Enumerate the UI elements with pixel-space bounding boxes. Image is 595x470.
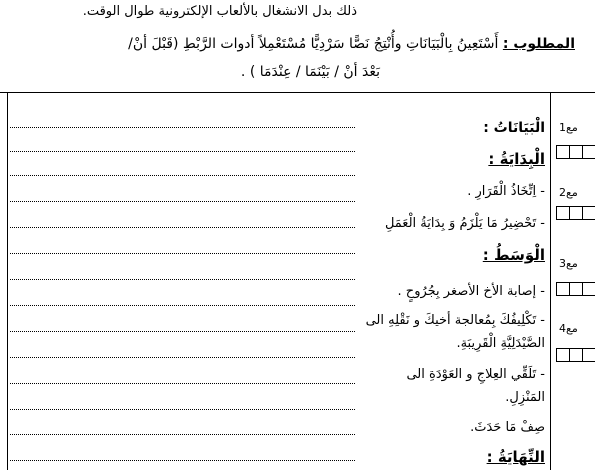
beginning-item: - اِتِّخَاذُ الْقَرَارِ . (467, 184, 545, 199)
criterion-boxes-3[interactable] (556, 282, 595, 296)
intro-text: ذلك بدل الانشغال بالألعاب الإلكترونية طوال الوقت. (82, 4, 357, 19)
writing-line (10, 383, 355, 384)
writing-line (10, 201, 355, 202)
writing-line (10, 331, 355, 332)
writing-line (10, 227, 355, 228)
task-text-line2: بَعْدَ أنْ / بَيْنَمَا / عِنْدَمَا ) . (240, 64, 380, 80)
writing-line (10, 305, 355, 306)
writing-line (10, 253, 355, 254)
criterion-label-4: مع4 (559, 322, 578, 335)
middle-item-continued: الصَّيْدَلِيَّةِ الْقَرِيبَةِ. (456, 336, 545, 351)
middle-item: - تَكْلِيفُكَ بِمُعالجة أخيكَ و نَقْلِهِ الى (365, 313, 545, 328)
middle-item-continued: المَنْزِلِ. (505, 390, 545, 405)
writing-line (10, 460, 355, 461)
criterion-boxes-2[interactable] (556, 206, 595, 220)
middle-instruction: صِفْ مَا حَدَثَ. (470, 420, 545, 435)
task-label: المطلوب : (502, 36, 575, 52)
writing-line (10, 151, 355, 152)
criterion-label-3: مع3 (559, 257, 578, 270)
criterion-boxes-1[interactable] (556, 145, 595, 159)
task-text-line1: أَسْتَعِينُ بِالْبَيَانَاتِ وأُنْتِجُ نَصًّا سَرْدِيًّا مُسْتَعْمِلاً أدوات الرَّبْطِ (قَبْلَ أنْ/ (128, 36, 499, 52)
beginning-item: - تَحْضِيرُ مَا يَلْزَمُ وَ بِدَايَةُ الْعَمَلِ (384, 216, 545, 231)
table-left-border (7, 92, 8, 470)
writing-line (10, 127, 355, 128)
middle-title: الْوَسَطُ : (482, 246, 545, 264)
writing-line (10, 279, 355, 280)
table-top-border (0, 92, 595, 93)
data-title: الْبَيَانَاتُ : (483, 120, 545, 136)
criterion-boxes-4[interactable] (556, 348, 595, 362)
writing-line (10, 357, 355, 358)
end-title: النِّهَايَةُ : (486, 448, 545, 466)
beginning-title: الْبِدَايَةُ : (488, 150, 545, 168)
middle-item: - تَلَقِّي العِلاجِ و العَوْدَةِ الى (406, 367, 545, 382)
criterion-label-2: مع2 (559, 186, 578, 199)
writing-line (10, 409, 355, 410)
middle-item: - إصابة الأخ الأصغر بِجُرُوحٍ . (397, 284, 545, 299)
criterion-label-1: مع1 (559, 121, 578, 134)
writing-line (10, 175, 355, 176)
task-instruction-line1 (128, 36, 575, 52)
writing-line (10, 434, 355, 435)
criteria-column-divider (550, 92, 551, 470)
